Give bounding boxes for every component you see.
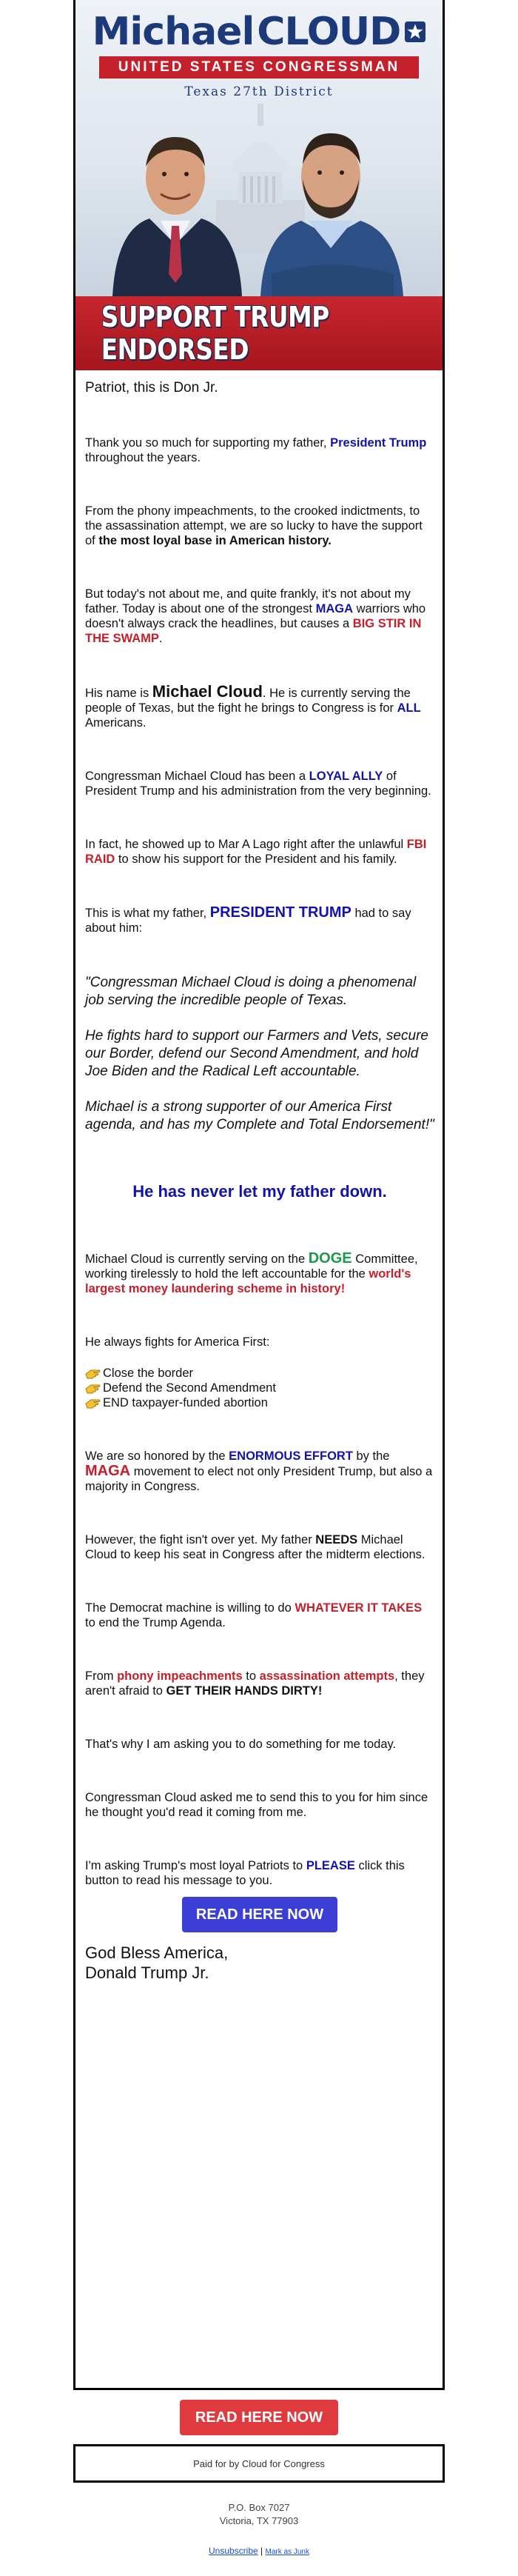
- highlight-text: President Trump: [330, 436, 427, 450]
- text: From: [85, 1669, 118, 1683]
- highlight-text: the most loyal base in American history.: [98, 534, 332, 547]
- paragraph-loyal-ally: [85, 769, 434, 798]
- never-let-down-heading: He has never let my father down.: [132, 1182, 387, 1201]
- highlight-text: NEEDS: [315, 1533, 358, 1546]
- highlight-text: ENORMOUS EFFORT: [229, 1449, 353, 1463]
- highlight-text: DOGE: [308, 1250, 352, 1267]
- text: We are so honored by the: [85, 1449, 229, 1463]
- pointing-hand-icon: [85, 1367, 101, 1379]
- highlight-text: MAGA: [315, 602, 353, 615]
- highlight-text: assassination attempts: [259, 1669, 395, 1683]
- highlight-text: PLEASE: [306, 1859, 355, 1872]
- endorsement-text: SUPPORT TRUMP ENDORSED: [101, 301, 329, 366]
- paragraph-support: [85, 504, 434, 548]
- footer-read-here-now-button[interactable]: READ HERE NOW: [180, 2400, 338, 2435]
- highlight-text: PRESIDENT TRUMP: [209, 904, 352, 921]
- paragraph-thanks: [85, 436, 434, 465]
- paragraph-maga-warrior: [85, 587, 434, 646]
- paragraph-send-this: Congressman Cloud asked me to send this to you for him since he thought you'd read it coming from me.: [85, 1791, 428, 1819]
- brand-title-bar: UNITED STATES CONGRESSMAN: [99, 56, 419, 79]
- quote-line-2: He fights hard to support our Farmers and Vets, secure our Border, defend our Second Amendment, and hold Joe Biden and the Radical Left accountable.: [85, 1028, 428, 1079]
- paragraph-needs: [85, 1532, 434, 1562]
- mark-as-junk-link[interactable]: Mark as Junk: [265, 2548, 309, 2556]
- list-item-text: Close the border: [103, 1367, 193, 1380]
- text: The Democrat machine is willing to do: [85, 1601, 295, 1615]
- paragraph-please-click: [85, 1858, 434, 1888]
- text: to show his support for the President and his family.: [115, 852, 397, 866]
- text: to end the Trump Agenda.: [85, 1616, 226, 1629]
- text: But today's not about me, and quite frankly, it's not about my father. Today is about one of the strongest: [85, 587, 411, 615]
- text: His name is: [85, 687, 152, 700]
- highlight-text: !: [340, 1282, 346, 1295]
- highlight-text: FBI RAID: [85, 838, 427, 866]
- highlight-text: Michael Cloud: [152, 682, 263, 701]
- address-line-2: Victoria, TX 77903: [219, 2515, 299, 2526]
- text: In fact, he showed up to Mar A Lago right after the unlawful: [85, 838, 407, 851]
- signoff-line-2: Donald Trump Jr.: [85, 1963, 209, 1982]
- quote-line-1: "Congressman Michael Cloud is doing a phenomenal job serving the incredible people of Texas.: [85, 975, 417, 1008]
- paragraph-enormous-effort: [85, 1449, 434, 1494]
- list-item-text: END taxpayer-funded abortion: [103, 1396, 268, 1409]
- text: to: [242, 1669, 260, 1683]
- endorsement-banner: [75, 296, 443, 370]
- brand-last: CLOUD: [257, 10, 401, 54]
- brand-district: Texas 27th District: [184, 84, 334, 99]
- text: Michael Cloud is currently serving on the: [85, 1252, 309, 1266]
- text: This is what my father,: [85, 907, 210, 920]
- priorities-list: [85, 1366, 434, 1410]
- paragraph-quote-intro: [85, 905, 434, 935]
- campaign-logo: [75, 10, 443, 99]
- text: Thank you so much for supporting my father,: [85, 436, 331, 450]
- paragraph-his-name: [85, 684, 434, 730]
- highlight-text: GET THEIR HANDS DIRTY!: [166, 1684, 323, 1698]
- text: of President Trump and his administration from the very beginning.: [85, 770, 431, 798]
- highlight-text: world's largest money laundering scheme in history: [85, 1267, 411, 1295]
- text: click this button to read his message to you.: [85, 1859, 405, 1887]
- highlight-text: BIG STIR IN THE SWAMP: [85, 617, 422, 645]
- text: movement to elect not only President Trump, but also a majority in Congress.: [85, 1465, 433, 1493]
- text: by the: [352, 1449, 390, 1463]
- text: Americans.: [85, 716, 147, 730]
- text: . He is currently serving the people of Texas, but the fight he brings to Congress is for: [85, 687, 411, 715]
- brand-name: [92, 10, 426, 53]
- letter-body: [75, 370, 443, 1983]
- paragraph-asking: That's why I am asking you to do something for me today.: [85, 1738, 397, 1751]
- list-item: [85, 1395, 434, 1410]
- text: From the phony impeachments, to the crooked indictments, to the assassination attempt, we are so lucky to have the support of: [85, 504, 423, 547]
- pointing-hand-icon: [85, 1397, 101, 1409]
- donald-trump-jr-photo: [257, 96, 405, 296]
- text: , they aren't afraid to: [85, 1669, 425, 1698]
- list-item: [85, 1366, 434, 1381]
- quote-line-3: Michael is a strong supporter of our America First agenda, and has my Complete and Total Endorsement!": [85, 1099, 434, 1132]
- list-item: [85, 1381, 434, 1395]
- brand-first: Michael: [92, 10, 255, 54]
- text: .: [158, 632, 163, 645]
- paragraph-hands-dirty: [85, 1669, 434, 1698]
- read-here-now-button[interactable]: READ HERE NOW: [182, 1897, 337, 1932]
- text: Committee, working tirelessly to hold the left accountable for the: [85, 1252, 418, 1281]
- unsubscribe-link[interactable]: Unsubscribe: [209, 2546, 258, 2556]
- footer-links: [0, 2546, 518, 2556]
- michael-cloud-photo: [105, 96, 246, 296]
- paid-for-disclaimer: Paid for by Cloud for Congress: [73, 2444, 445, 2483]
- address-line-1: P.O. Box 7027: [228, 2502, 290, 2513]
- highlight-text: MAGA: [85, 1463, 131, 1479]
- greeting: Patriot, this is Don Jr.: [85, 380, 218, 396]
- paragraph-fights-intro: He always fights for America First:: [85, 1335, 270, 1349]
- highlight-text: WHATEVER IT TAKES: [295, 1601, 423, 1615]
- text: warriors who doesn't always crack the headlines, but causes a: [85, 602, 426, 630]
- highlight-text: ALL: [397, 701, 421, 715]
- pointing-hand-icon: [85, 1382, 101, 1394]
- text: I'm asking Trump's most loyal Patriots to: [85, 1859, 306, 1872]
- highlight-text: LOYAL ALLY: [309, 770, 383, 783]
- text: Michael Cloud to keep his seat in Congress after the midterm elections.: [85, 1533, 426, 1561]
- link-separator: |: [260, 2546, 263, 2556]
- text: throughout the years.: [85, 451, 201, 464]
- text: Congressman Michael Cloud has been a: [85, 770, 309, 783]
- paragraph-fbi-raid: [85, 837, 434, 867]
- paragraph-democrat-machine: [85, 1601, 434, 1630]
- text: had to say about him:: [85, 907, 411, 935]
- list-item-text: Defend the Second Amendment: [103, 1381, 276, 1395]
- hero-banner: [75, 0, 443, 296]
- text: However, the fight isn't over yet. My father: [85, 1533, 316, 1546]
- signoff-line-1: God Bless America,: [85, 1943, 229, 1962]
- footer-cta-wrap: [0, 2400, 518, 2435]
- email-container: [73, 0, 445, 2390]
- highlight-text: phony impeachments: [117, 1669, 243, 1683]
- texas-star-icon: [405, 21, 426, 42]
- paragraph-doge: [85, 1251, 434, 1296]
